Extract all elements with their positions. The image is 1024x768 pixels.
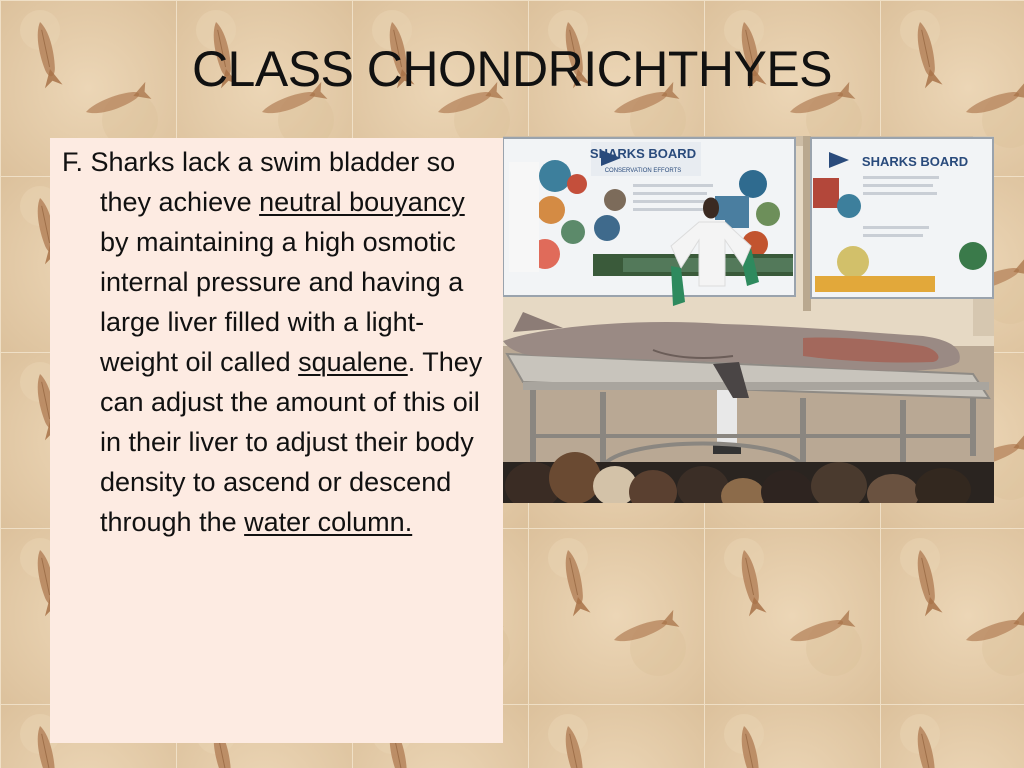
term-neutral-bouyancy: neutral bouyancy [259,187,465,217]
sign-left-subtitle: CONSERVATION EFFORTS [604,168,682,174]
body-paragraph [62,142,491,542]
body-text-part-2: by maintaining a high osmotic internal pressure and having a large liver filled with a light-weight oil called [100,227,464,377]
body-text-part-3: . They can adjust the amount of this oil in their liver to adjust their body density to ascend or descend through the [100,347,483,537]
sign-board-right [811,138,993,298]
term-squalene: squalene [298,347,408,377]
shark-dissection-photo [503,136,994,503]
sign-left-title: SHARKS BOARD [589,146,697,161]
sign-right-title: SHARKS BOARD [861,154,969,169]
body-text-box [50,138,503,743]
slide-title: CLASS CHONDRICHTHYES [191,41,833,97]
term-water-column: water column. [244,507,413,537]
body-text-part-1: F. Sharks lack a swim bladder so they achieve [62,147,456,217]
